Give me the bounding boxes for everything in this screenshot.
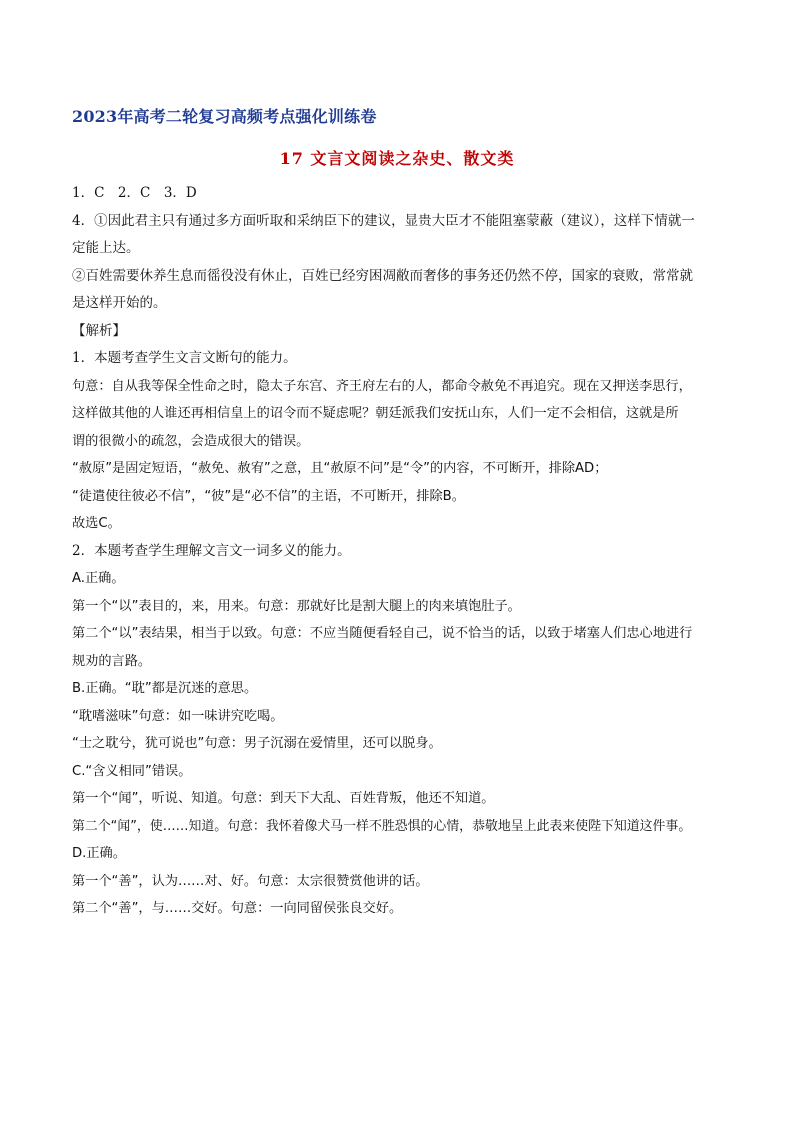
q4-line-2: 定能上达。 xyxy=(72,240,140,256)
q1-line-1: 句意：自从我等保全性命之时，隐太子东宫、齐王府左右的人，都命令赦免不再追究。现在又押送李思行， xyxy=(72,378,692,394)
q2-a-line-2: 第二个“以”表结果，相当于以致。句意：不应当随便看轻自己，说不恰当的话，以致于堵塞人们忠心地进行 xyxy=(72,626,693,641)
answer-content xyxy=(72,180,732,923)
q2-option-b: B.正确。“耽”都是沉迷的意思。 xyxy=(72,681,258,696)
q2-option-d: D.正确。 xyxy=(72,846,126,861)
q1-title: 1．本题考查学生文言文断句的能力。 xyxy=(72,350,297,366)
q4-line-4: 是这样开始的。 xyxy=(72,295,167,311)
q1-line-2: 这样做其他的人谁还再相信皇上的诏令而不疑虑呢？朝廷派我们安抚山东，人们一定不会相信，这就是所 xyxy=(72,406,679,421)
q1-line-6: 故选C。 xyxy=(72,516,121,531)
header-title: 2023年高考二轮复习高频考点强化训练卷 xyxy=(72,107,377,126)
q2-c-line-1: 第一个“闻”，听说、知道。句意：到天下大乱、百姓背叛，他还不知道。 xyxy=(72,791,495,806)
q2-option-a: A.正确。 xyxy=(72,571,125,586)
q2-b-line-1: “耽嗜滋味”句意：如一味讲究吃喝。 xyxy=(72,708,284,724)
q4-line-1: 4．①因此君主只有通过多方面听取和采纳臣下的建议，显贵大臣才不能阻塞蒙蔽（建议），这样下情就一 xyxy=(72,212,695,229)
answers-line: 1．C 2．C 3．D xyxy=(72,185,197,201)
q1-line-3: 谓的很微小的疏忽，会造成很大的错误。 xyxy=(72,433,310,449)
q4-line-3: ②百姓需要休养生息而徭役没有休止，百姓已经穷困凋敝而奢侈的事务还仍然不停，国家的衰败，常常就 xyxy=(72,267,693,284)
analysis-heading: 【解析】 xyxy=(72,322,126,339)
q2-b-line-2: “士之耽兮，犹可说也”句意：男子沉溺在爱情里，还可以脱身。 xyxy=(72,736,442,751)
q2-d-line-1: 第一个“善”，认为……对、好。句意：太宗很赞赏他讲的话。 xyxy=(72,873,429,889)
q2-c-line-2: 第二个“闻”，使……知道。句意：我怀着像犬马一样不胜恐惧的心情，恭敬地呈上此表来使陛下知道这件事。 xyxy=(72,818,692,834)
q2-a-line-3: 规劝的言路。 xyxy=(72,653,152,669)
q2-title: 2．本题考查学生理解文言文一词多义的能力。 xyxy=(72,542,351,559)
q1-line-4: “赦原”是固定短语，“赦免、赦宥”之意，且“赦原不问”是“令”的内容，不可断开，排除AD； xyxy=(72,461,608,476)
q1-line-5: “徒遣使往彼必不信”，“彼”是“必不信”的主语，不可断开，排除B。 xyxy=(72,488,465,504)
q2-option-c: C.“含义相同”错误。 xyxy=(72,763,192,779)
q2-d-line-2: 第二个“善”，与……交好。句意：一向同留侯张良交好。 xyxy=(72,901,403,916)
q2-a-line-1: 第一个“以”表目的，来，用来。句意：那就好比是割大腿上的肉来填饱肚子。 xyxy=(72,598,521,614)
section-subtitle: 17 文言文阅读之杂史、散文类 xyxy=(279,149,515,168)
